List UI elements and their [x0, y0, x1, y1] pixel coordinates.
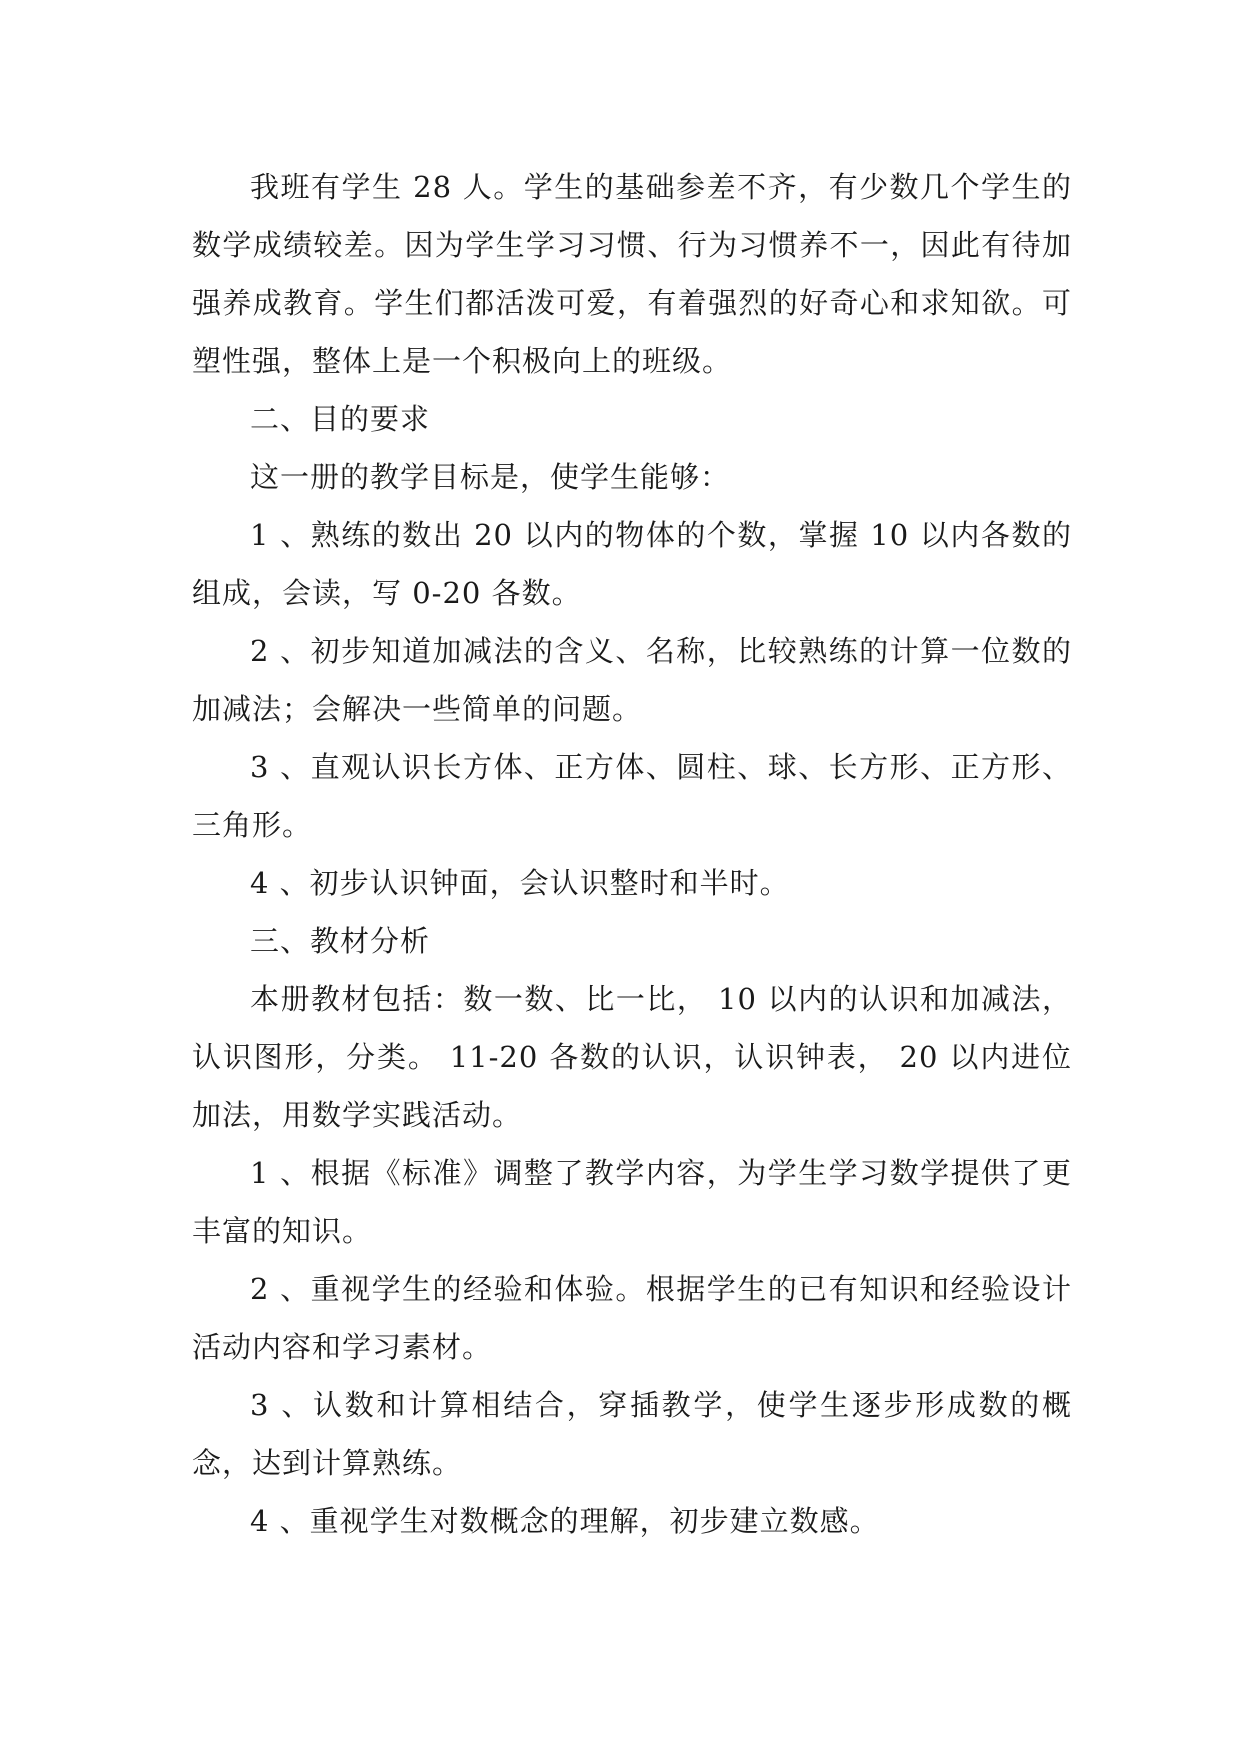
- goal-item-4: 4 、初步认识钟面，会认识整时和半时。: [250, 866, 790, 900]
- section-heading-textbook-analysis: 三、教材分析: [250, 924, 431, 958]
- analysis-item-2: 2 、重视学生的经验和体验。根据学生的已有知识和经验设计活动内容和学习素材。: [192, 1272, 1072, 1364]
- section-heading-goals: 二、目的要求: [250, 402, 431, 436]
- goal-item-3: 3 、直观认识长方体、正方体、圆柱、球、长方形、正方形、三角形。: [192, 750, 1072, 842]
- goal-item-2: 2 、初步知道加减法的含义、名称，比较熟练的计算一位数的加减法；会解决一些简单的问题。: [192, 634, 1072, 726]
- analysis-item-1: 1 、根据《标准》调整了教学内容，为学生学习数学提供了更丰富的知识。: [192, 1156, 1072, 1248]
- analysis-item-4: 4 、重视学生对数概念的理解，初步建立数感。: [250, 1504, 880, 1538]
- goals-intro-paragraph: 这一册的教学目标是，使学生能够：: [250, 460, 731, 494]
- goal-item-1: 1 、熟练的数出 20 以内的物体的个数，掌握 10 以内各数的组成，会读，写 0-20 各数。: [192, 518, 1072, 610]
- class-situation-paragraph: 我班有学生 28 人。学生的基础参差不齐，有少数几个学生的数学成绩较差。因为学生学习习惯、行为习惯养不一，因此有待加强养成教育。学生们都活泼可爱，有着强烈的好奇心和求知欲。可塑性强，整体上是一个积极向上的班级。: [192, 170, 1072, 378]
- analysis-item-3: 3 、认数和计算相结合，穿插教学，使学生逐步形成数的概念，达到计算熟练。: [192, 1388, 1072, 1480]
- textbook-contents-paragraph: 本册教材包括：数一数、比一比， 10 以内的认识和加减法，认识图形，分类。 11-20 各数的认识，认识钟表， 20 以内进位加法，用数学实践活动。: [192, 982, 1072, 1132]
- document-body: [192, 158, 1072, 1550]
